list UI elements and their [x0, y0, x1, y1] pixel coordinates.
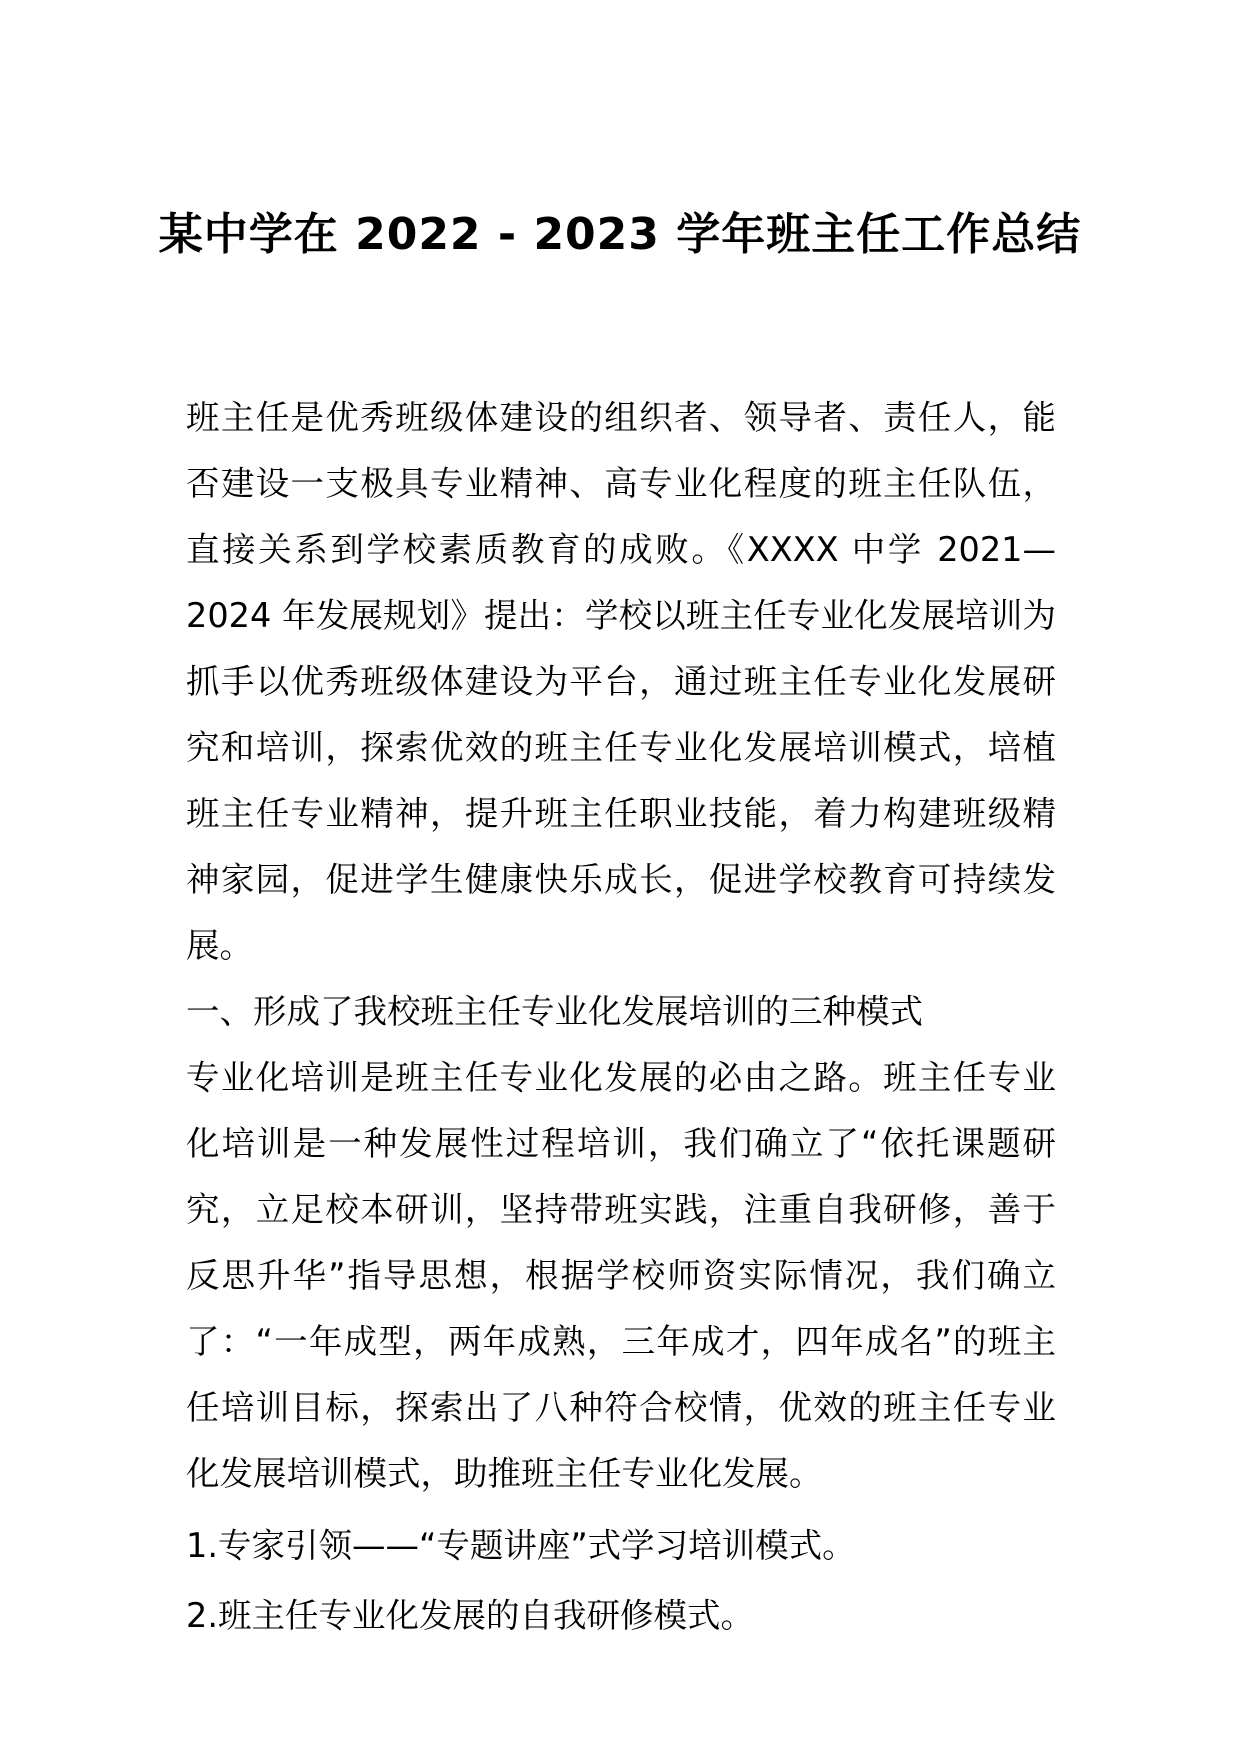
training-paragraph: 专业化培训是班主任专业化发展的必由之路。班主任专业化培训是一种发展性过程培训，我们确立了“依托课题研究，立足校本研训，坚持带班实践，注重自我研修，善于反思升华”指导思想，根据学校师资实际情况，我们确立了：“一年成型，两年成熟，三年成才，四年成名”的班主任培训目标，探索出了八种符合校情，优效的班主任专业化发展培训模式，助推班主任专业化发展。	[186, 1058, 1056, 1493]
list-item-1: 1.专家引领——“专题讲座”式学习培训模式。	[186, 1526, 856, 1565]
section-heading-1: 一、形成了我校班主任专业化发展培训的三种模式	[186, 992, 923, 1031]
intro-paragraph: 班主任是优秀班级体建设的组织者、领导者、责任人，能否建设一支极具专业精神、高专业化程度的班主任队伍，直接关系到学校素质教育的成败。《XXXX 中学 2021—2024 年发展规划》提出：学校以班主任专业化发展培训为抓手以优秀班级体建设为平台，通过班主任专业化发展研究和培训，探索优效的班主任专业化发展培训模式，培植班主任专业精神，提升班主任职业技能，着力构建班级精神家园，促进学生健康快乐成长，促进学校教育可持续发展。	[186, 398, 1056, 965]
document-body	[186, 385, 1056, 1651]
document-title: 某中学在 2022 - 2023 学年班主任工作总结	[158, 209, 1082, 260]
list-item-2: 2.班主任专业化发展的自我研修模式。	[186, 1596, 754, 1635]
